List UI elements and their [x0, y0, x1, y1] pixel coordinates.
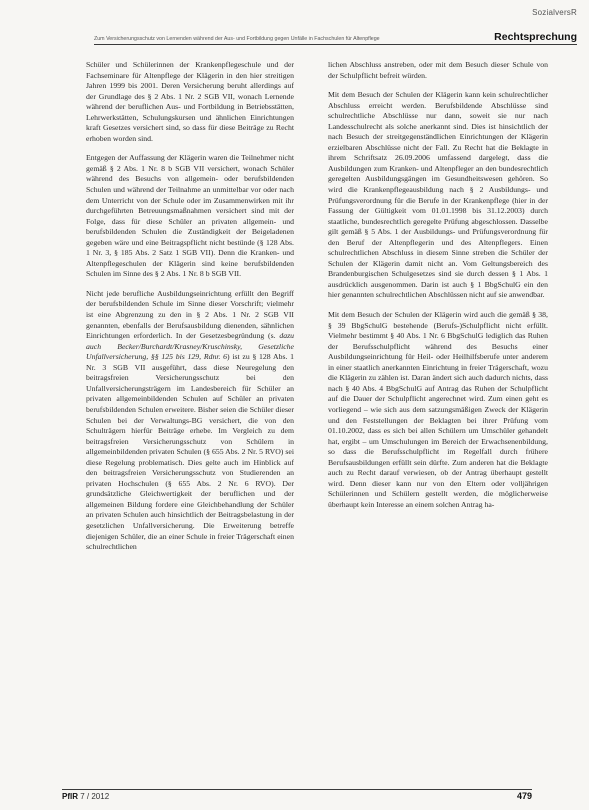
journal-issue: 7 / 2012 — [80, 792, 110, 801]
journal-info — [62, 792, 109, 801]
page-header — [94, 28, 577, 45]
text-run: ) ist zu § 128 Abs. 1 Nr. 3 SGB VII ausgeführt, dass diese Neuregelung den beitragsfreien Versicherungsschutz bei den Unfallversicherungsträgern im Landesbereich für Schüler an privaten allgemeinbildenden Schulen auf Schüler an privaten berufsbildenden Schulen erweitere. Bisher seien die Schüler dieser Schulen bei der Verwaltungs-BG versichert, die von den Schulträgern hierfür Beiträge erhebe. Im Vergleich zu dem beitragsfreien Versicherungsschutz von Schülern in allgemeinbildenden privaten Schulen (§ 655 Abs. 2 Nr. 5 RVO) sei diese Regelung problematisch. Dies gelte auch im Hinblick auf den beitragsfreien Versicherungsschutz von Studierenden an privaten Hochschulen (§ 655 Abs. 2 Nr. 6 RVO). Der grundsätzliche Gleichwertigkeit der beruflichen und der allgemeinen Bildung fordere eine Gleichbehandlung der Schüler an privaten Schulen auch hinsichtlich der Beitragsbelastung in der gesetzlichen Unfallversicherung. Die Erweiterung betreffe diejenigen Schüler, die an einer Schule in freier Trägerschaft einen schulrechtlichen — [86, 352, 295, 552]
paragraph: Schüler und Schülerinnen der Krankenpflegeschule und der Fachseminare für Altenpflege der Klägerin in den hier streitigen Jahren 1999 bis 2001. Deren Versicherung beruht allerdings auf der Grundlage des § 2 Abs. 1 Nr. 2 SGB VII, wonach Lernende während der beruflichen Aus- und Fortbildung in Betriebsstätten, Lehrwerkstätten, Schulungskursen und ähnlichen Einrichtungen kraft Gesetzes versichert sind, so dass für diese Beiträge zu Recht erhoben worden sind. — [86, 60, 294, 143]
running-head: Zum Versicherungsschutz von Lernenden während der Aus- und Fortbildung gegen Unfälle in Fachschulen für Altenpflege — [94, 36, 380, 42]
section-label: SozialversR — [532, 8, 577, 17]
left-column — [86, 60, 294, 562]
text-run: Nicht jede berufliche Ausbildungseinrichtung erfüllt den Begriff der berufsbildenden Schule im Sinne dieser Vorschrift; vielmehr ist eine Abgrenzung zu den in § 2 Abs. 1 Nr. 2 SGB VII genannten, ebenfalls der Berufsausbildung dienenden, sähnlichen Einrichtungen erforderlich. In der Gesetzesbegründung (s. — [86, 288, 294, 341]
page-number: 479 — [516, 791, 532, 801]
paragraph: lichen Abschluss anstreben, oder mit dem Besuch dieser Schule von der Schulpflicht befreit würden. — [328, 60, 548, 80]
paragraph: Entgegen der Auffassung der Klägerin waren die Teilnehmer nicht gemäß § 2 Abs. 1 Nr. 8 b SGB VII versichert, wonach Schüler während des Besuchs von allgemein- oder berufsbildenden Schulen und während der Teilnahme an unmittelbar vor oder nach dem Unterricht von der Schule oder im Zusammenwirken mit ihr durchgeführten Betreuungsmaßnahmen versichert sind mit der Folge, dass für diese Schüler an privaten allgemein- und berufsbildenden Schulen die Zuständigkeit der Beigeladenen gegeben wäre und eine Beitragspflicht nicht bestünde (§ 128 Abs. 1 Nr. 3, § 185 Abs. 2 Satz 1 SGB VII). Denn die Kranken- und Altenpflegeschulen der Klägerin sind keine berufsbildenden Schulen im Sinne des § 2 Abs. 1 Nr. 8 b SGB VII. — [86, 153, 294, 279]
paragraph — [86, 289, 294, 553]
citation: dazu auch Becker/Burchardt/Krasney/Kruschinsky, Gesetzliche Unfallversicherung, §§ 125 bis 129, Rdnr. 6 — [86, 331, 294, 362]
journal-name: PflR — [62, 792, 78, 801]
page-footer — [62, 789, 532, 804]
section-title: Rechtsprechung — [494, 31, 577, 43]
right-column — [328, 60, 548, 519]
paragraph: Mit dem Besuch der Schulen der Klägerin kann kein schulrechtlicher Abschluss erreicht werden. Berufsbildende Abschlüsse sind schulrechtliche Abschlüsse nur dann, soweit sie nur nach Landesschulrecht als solche anerkannt sind. Dies ist hinsichtlich der nach Besuch der streitgegenständlichen Einrichtungen der Klägerin erzielbaren Abschlüsse nicht der Fall. Zu Recht hat die Beklagte in ihrem Schriftsatz 26.09.2006 umfassend dargelegt, dass die Ausbildungen zum Kranken- und Altenpfleger an den bundesrechtlich geregelten Ausbildungsgängen im Gesundheitswesen gehören. So wird die Krankenpflegeausbildung nach § 2 Ausbildungs- und Prüfungsverordnung für die Berufe in der Krankenpflege (hier in der Fassung der Gültigkeit vom 01.01.1998 bis 31.12.2003) durch staatliche, bundesrechtlich geregelte Prüfung abgeschlossen. Dasselbe gilt gemäß § 5 Abs. 1 der Ausbildungs- und Prüfungsverordnung für den Beruf der Altenpflegerin und des Altenpflegers. Einen schulrechtlichen Abschluss in diesem Sinne streben die Schüler der Schulen der Klägerin damit nicht an. Vom Geltungsbereich des Brandenburgischen Schulgesetzes sind sie durch dessen § 1 Abs. 1 ausdrücklich ausgenommen. Darin ist auch § 1 BbgSchulG ein den hier genannten schulrechtlichen Abschlüssen nicht auf sie anwendbar. — [328, 90, 548, 300]
paragraph: Mit dem Besuch der Schulen der Klägerin wird auch die gemäß § 38, § 39 BbgSchulG bestehende (Berufs-)Schulpflicht nicht erfüllt. Vielmehr bestimmt § 40 Abs. 1 Nr. 6 BbgSchulG lediglich das Ruhen der Berufsschulpflicht während des Besuchs einer Ausbildungseinrichtung für Heil- oder Heilhilfsberufe unter anderem in einer staatlich anerkannten Einrichtung in freier Trägerschaft, wozu die Klägerin zu zählen ist. Daran ändert sich auch dadurch nichts, dass nach § 40 Abs. 4 BbgSchulG auf Antrag das Ruhen der Schulpflicht auf die Dauer der Schulpflicht angerechnet wird. Zum einen geht es vorliegend – wie sich aus dem satzungsmäßigen Zweck der Klägerin und den Feststellungen der Beklagten bei ihrer Prüfung vom 01.10.2002, dass es sich bei allen Schülern um Umschüler gehandelt hat, ergibt – um Umschulungen im Bereich der Erwachsenenbildung, so dass die Berufsschulpflicht im Regelfall durch frühere Berufsausbildungen erfüllt sein dürfte. Zum anderen hat die Beklagte auch zu Recht darauf verwiesen, ob der Antrag überhaupt gestellt wird. Denn dieser kann nur von den Eltern oder volljährigen Schülerinnen und Schülern gestellt werden, die möglicherweise überhaupt kein Interesse an einem solchen Antrag ha- — [328, 310, 548, 509]
